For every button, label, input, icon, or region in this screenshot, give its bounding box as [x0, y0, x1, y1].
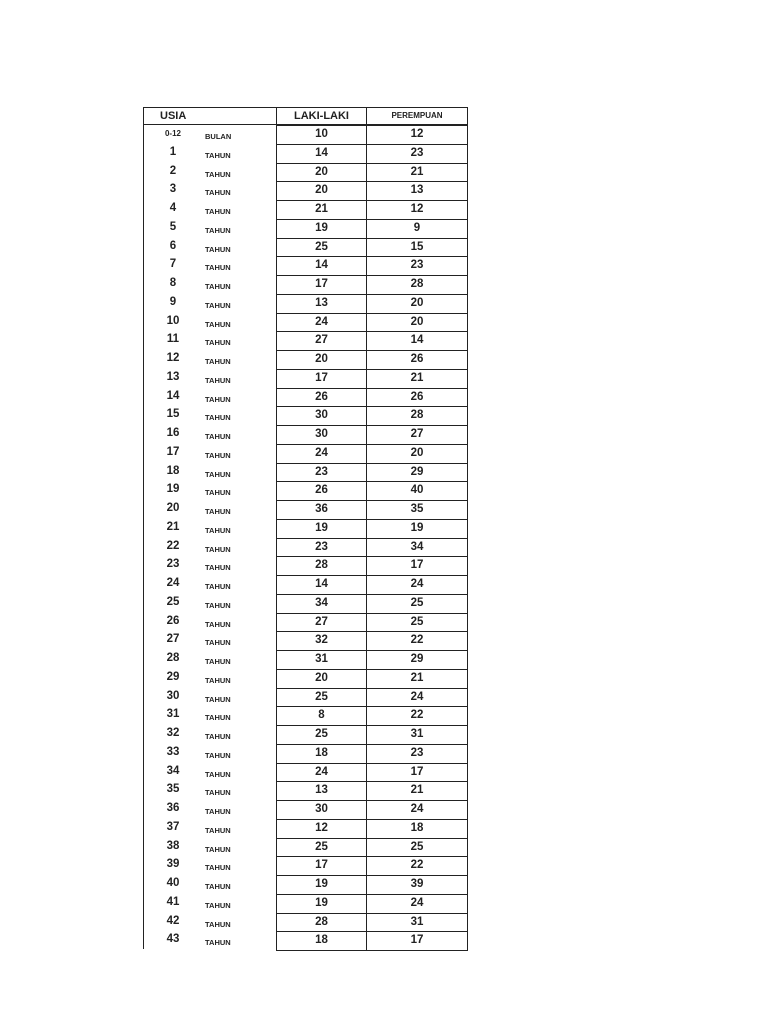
perempuan-cell: 12: [366, 200, 468, 220]
laki-laki-cell: 17: [276, 369, 367, 389]
laki-laki-cell: 36: [276, 500, 367, 520]
age-unit: TAHUN: [205, 675, 231, 685]
laki-laki-cell: 25: [276, 725, 367, 745]
perempuan-cell: 29: [366, 650, 468, 670]
age-value: 1: [169, 145, 177, 158]
age-value: 15: [166, 408, 180, 421]
perempuan-cell: 24: [366, 800, 468, 820]
age-unit: TAHUN: [205, 657, 231, 666]
age-value: 30: [166, 689, 180, 702]
age-unit: TAHUN: [205, 825, 231, 835]
age-value: 37: [166, 820, 180, 833]
perempuan-cell: 26: [366, 350, 468, 370]
age-unit: TAHUN: [205, 150, 231, 160]
perempuan-cell: 9: [366, 219, 468, 239]
age-unit: TAHUN: [205, 844, 231, 854]
perempuan-cell: 17: [366, 763, 468, 783]
age-unit: TAHUN: [205, 263, 231, 273]
age-unit: TAHUN: [205, 525, 231, 535]
age-value: 32: [166, 727, 180, 739]
laki-laki-cell: 26: [276, 481, 367, 501]
age-unit: TAHUN: [205, 300, 231, 310]
laki-laki-cell: 25: [276, 838, 367, 858]
laki-laki-cell: 20: [276, 669, 367, 689]
age-value: 13: [166, 370, 180, 383]
perempuan-cell: 21: [366, 669, 468, 689]
laki-laki-cell: 27: [276, 331, 367, 351]
perempuan-cell: 29: [366, 463, 468, 483]
age-unit: TAHUN: [205, 394, 231, 404]
age-unit: TAHUN: [205, 807, 231, 816]
laki-laki-cell: 30: [276, 406, 367, 426]
age-value: 3: [169, 183, 177, 196]
perempuan-cell: 23: [366, 256, 468, 276]
perempuan-cell: 22: [366, 631, 468, 651]
age-unit: TAHUN: [205, 319, 231, 329]
perempuan-cell: 23: [366, 144, 468, 164]
age-unit: TAHUN: [205, 188, 231, 198]
age-unit: TAHUN: [205, 432, 231, 441]
age-unit: TAHUN: [205, 750, 231, 760]
age-value: 42: [166, 914, 180, 927]
age-unit: TAHUN: [205, 563, 231, 573]
perempuan-cell: 24: [366, 575, 468, 595]
laki-laki-cell: 19: [276, 219, 367, 239]
perempuan-cell: 28: [366, 406, 468, 426]
laki-laki-cell: 34: [276, 594, 367, 614]
age-unit: TAHUN: [205, 282, 231, 291]
age-unit: TAHUN: [205, 544, 231, 554]
laki-laki-cell: 28: [276, 913, 367, 933]
age-unit: TAHUN: [205, 582, 231, 591]
laki-laki-cell: 8: [276, 706, 367, 726]
age-value: 34: [166, 764, 180, 777]
laki-laki-cell: 26: [276, 388, 367, 408]
perempuan-cell: 35: [366, 500, 468, 520]
age-unit: TAHUN: [205, 488, 231, 498]
perempuan-cell: 24: [366, 894, 468, 914]
age-value: 24: [166, 577, 180, 589]
laki-laki-cell: 25: [276, 688, 367, 708]
age-unit: TAHUN: [205, 413, 231, 423]
laki-laki-cell: 12: [276, 819, 367, 839]
age-unit: TAHUN: [205, 769, 231, 779]
age-value: 36: [166, 802, 180, 814]
age-value: 11: [166, 333, 180, 346]
laki-laki-cell: 13: [276, 294, 367, 314]
laki-laki-cell: 20: [276, 163, 367, 183]
age-unit: TAHUN: [205, 619, 231, 629]
age-unit: TAHUN: [205, 225, 231, 235]
age-value: 0-12: [164, 129, 181, 138]
age-value: 25: [166, 595, 180, 608]
age-value: 23: [166, 558, 180, 571]
age-value: 41: [166, 895, 180, 908]
age-unit: TAHUN: [205, 507, 231, 516]
age-unit: TAHUN: [205, 469, 231, 479]
perempuan-cell: 31: [366, 913, 468, 933]
laki-laki-cell: 17: [276, 856, 367, 876]
laki-laki-cell: 20: [276, 350, 367, 370]
perempuan-cell: 20: [366, 294, 468, 314]
age-unit: BULAN: [205, 132, 232, 141]
laki-laki-cell: 27: [276, 613, 367, 633]
laki-laki-cell: 19: [276, 894, 367, 914]
perempuan-cell: 25: [366, 594, 468, 614]
perempuan-cell: 34: [366, 538, 468, 558]
age-unit: TAHUN: [205, 638, 231, 648]
perempuan-cell: 25: [366, 838, 468, 858]
perempuan-cell: 28: [366, 275, 468, 295]
age-value: 6: [169, 239, 177, 252]
age-value: 38: [166, 839, 180, 852]
age-unit: TAHUN: [205, 338, 231, 348]
age-unit: TAHUN: [205, 357, 231, 366]
age-value: 8: [169, 277, 177, 289]
age-unit: TAHUN: [205, 375, 231, 385]
age-unit: TAHUN: [205, 450, 231, 460]
perempuan-cell: 12: [366, 125, 468, 145]
perempuan-cell: 15: [366, 238, 468, 258]
laki-laki-cell: 28: [276, 556, 367, 576]
age-value: 29: [166, 670, 180, 683]
laki-laki-cell: 19: [276, 519, 367, 539]
perempuan-cell: 18: [366, 819, 468, 839]
age-unit: TAHUN: [205, 882, 231, 891]
laki-laki-cell: 18: [276, 744, 367, 764]
laki-laki-cell: 14: [276, 144, 367, 164]
age-value: 40: [166, 877, 180, 889]
age-unit: TAHUN: [205, 713, 231, 723]
perempuan-cell: 27: [366, 425, 468, 445]
laki-laki-cell: 13: [276, 781, 367, 801]
laki-laki-cell: 23: [276, 538, 367, 558]
perempuan-cell: 21: [366, 781, 468, 801]
perempuan-cell: 39: [366, 875, 468, 895]
age-value: 19: [166, 483, 180, 496]
age-value: 18: [166, 464, 180, 477]
header-usia: USIA: [143, 107, 277, 125]
age-value: 5: [169, 220, 177, 233]
laki-laki-cell: 32: [276, 631, 367, 651]
age-value: 39: [166, 858, 180, 871]
age-value: 9: [169, 295, 177, 308]
age-value: 12: [166, 352, 180, 364]
age-value: 20: [166, 502, 180, 514]
laki-laki-cell: 14: [276, 575, 367, 595]
laki-laki-cell: 30: [276, 800, 367, 820]
age-unit: TAHUN: [205, 900, 231, 910]
age-unit: TAHUN: [205, 694, 231, 704]
perempuan-cell: 22: [366, 706, 468, 726]
perempuan-cell: 22: [366, 856, 468, 876]
age-value: 28: [166, 652, 180, 664]
age-unit: TAHUN: [205, 169, 231, 179]
laki-laki-cell: 31: [276, 650, 367, 670]
laki-laki-cell: 24: [276, 444, 367, 464]
age-unit: TAHUN: [205, 938, 231, 948]
age-value: 14: [166, 389, 180, 402]
age-value: 17: [166, 445, 180, 458]
perempuan-cell: 21: [366, 163, 468, 183]
age-value: 4: [169, 202, 177, 214]
age-value: 16: [166, 427, 180, 439]
laki-laki-cell: 24: [276, 313, 367, 333]
perempuan-cell: 13: [366, 181, 468, 201]
perempuan-cell: 31: [366, 725, 468, 745]
age-value: 7: [169, 258, 177, 271]
perempuan-cell: 25: [366, 613, 468, 633]
perempuan-cell: 20: [366, 444, 468, 464]
age-value: 31: [166, 708, 180, 721]
perempuan-cell: 26: [366, 388, 468, 408]
perempuan-cell: 23: [366, 744, 468, 764]
perempuan-cell: 24: [366, 688, 468, 708]
age-unit: TAHUN: [205, 600, 231, 610]
laki-laki-cell: 10: [276, 125, 367, 145]
age-value: 26: [166, 614, 180, 627]
age-unit: TAHUN: [205, 863, 231, 873]
laki-laki-cell: 24: [276, 763, 367, 783]
age-value: 21: [166, 520, 180, 533]
laki-laki-cell: 23: [276, 463, 367, 483]
laki-laki-cell: 14: [276, 256, 367, 276]
age-value: 2: [169, 164, 177, 177]
laki-laki-cell: 17: [276, 275, 367, 295]
age-value: 43: [166, 933, 180, 946]
age-unit: TAHUN: [205, 207, 231, 216]
laki-laki-cell: 18: [276, 931, 367, 951]
perempuan-cell: 17: [366, 931, 468, 951]
perempuan-cell: 21: [366, 369, 468, 389]
perempuan-cell: 40: [366, 481, 468, 501]
header-perempuan: PEREMPUAN: [366, 107, 468, 125]
age-value: 33: [166, 745, 180, 758]
laki-laki-cell: 30: [276, 425, 367, 445]
perempuan-cell: 20: [366, 313, 468, 333]
age-unit: TAHUN: [205, 788, 231, 798]
perempuan-cell: 17: [366, 556, 468, 576]
age-unit: TAHUN: [205, 244, 231, 254]
age-value: 10: [166, 314, 180, 327]
laki-laki-cell: 21: [276, 200, 367, 220]
age-unit: TAHUN: [205, 732, 231, 741]
age-value: 27: [166, 633, 180, 646]
age-unit: TAHUN: [205, 919, 231, 929]
age-value: 35: [166, 783, 180, 796]
header-laki-laki: LAKI-LAKI: [276, 107, 367, 125]
laki-laki-cell: 20: [276, 181, 367, 201]
perempuan-cell: 14: [366, 331, 468, 351]
laki-laki-cell: 25: [276, 238, 367, 258]
laki-laki-cell: 19: [276, 875, 367, 895]
age-value: 22: [166, 539, 180, 552]
perempuan-cell: 19: [366, 519, 468, 539]
